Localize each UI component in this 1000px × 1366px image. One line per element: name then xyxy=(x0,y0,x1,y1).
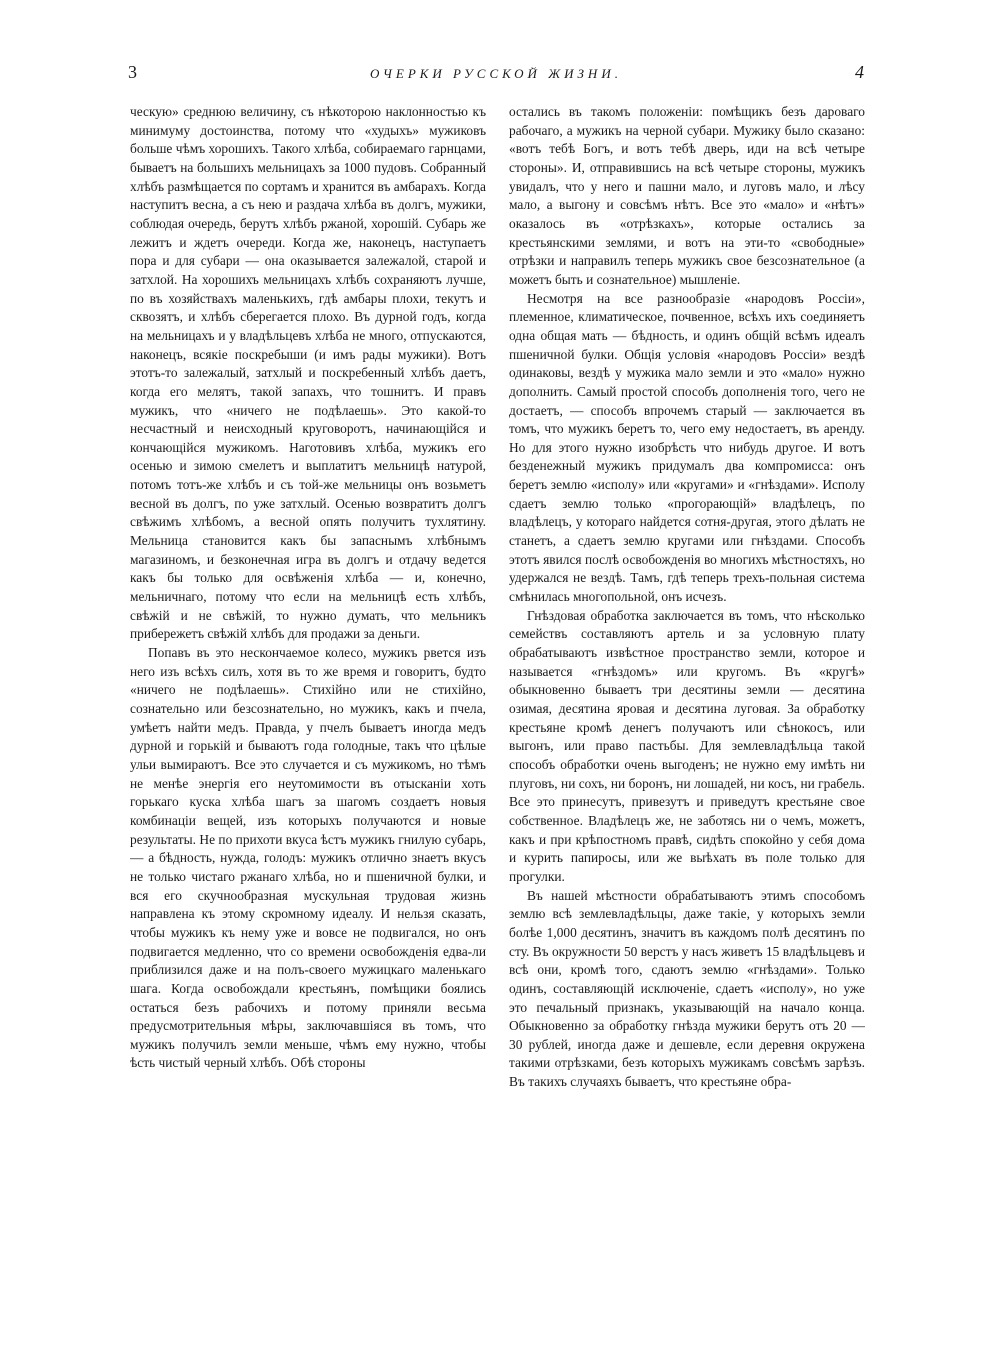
running-header xyxy=(128,62,864,86)
paragraph: Попавъ въ это нескончаемое колесо, мужикъ рвется изъ него изъ всѣхъ силъ, хотя въ то же время и говоритъ, будто «ничего не подѣлаешь». Стихійно или не стихійно, сознательно или безсознательно, но мужикъ, какъ и пчела, умѣетъ найти медъ. Правда, у пчелъ бываетъ иногда медъ дурной и горькій и бываютъ года голодные, такъ что цѣлые ульи вымираютъ. Все это случается и съ мужикомъ, но тѣмъ не менѣе энергія его неутомимости въ отысканіи хоть горькаго куска хлѣба шагъ за шагомъ создаетъ новыя комбинаціи вещей, изъ которыхъ получаются и новые результаты. Не по прихоти вкуса ѣстъ мужикъ гнилую субарь, — а бѣдность, нужда, голодъ: мужикъ отлично знаетъ вкусъ не только чистаго ржанаго хлѣба, но и пшеничной булки, и вся его скучнообразная мускульная трудовая жизнь направлена къ этому скромному идеалу. И нельзя сказать, чтобы мужикъ къ нему уже и вовсе не подвигался, но онъ подвигается медленно, что со времени освобожденія едва-ли приблизился даже и на полъ-своего мужицкаго маленькаго шага. Когда освобождали крестьянъ, помѣщики боялись остаться безъ рабочихъ и потому приняли весьма предусмотрительныя мѣры, заключавшіяся въ томъ, что мужикъ получилъ земли меньше, чѣмъ ему нужно, чтобы ѣсть чистый черный хлѣбъ. Обѣ стороны xyxy=(130,645,486,1071)
right-column xyxy=(509,103,865,1343)
paragraph: Гнѣздовая обработка заключается въ томъ, что нѣсколько семействъ составляютъ артель и за условную плату обрабатываютъ извѣстное пространство земли, которое и называется «гнѣздомъ» или кругомъ. Въ «кругѣ» обыкновенно бываетъ три десятины земли — десятина озимая, десятина яровая и десятина луговая. За обработку крестьяне кромѣ денегъ получаютъ или сѣнокосъ, или выгонъ, или право пастьбы. Для землевладѣльца такой способъ обработки очень выгоденъ; не нужно ему имѣть ни плуговъ, ни сохъ, ни боронъ, ни лошадей, ни косъ, ни грабель. Все это принесутъ, привезутъ и приведутъ крестьяне свое собственное. Владѣлецъ же, не заботясь ни о чемъ, можетъ, какъ и при крѣпостномъ правѣ, сидѣть спокойно у себя дома и курить папиросы, или же выѣхать въ поле только для прогулки. xyxy=(509,607,865,884)
page-number-left: 3 xyxy=(128,62,137,82)
paragraph: Несмотря на все разнообразіе «народовъ Россіи», племенное, климатическое, почвенное, всѣхъ ихъ соединяетъ одна общая мать — бѣдность, и одинъ общій всѣмъ идеалъ пшеничной булки. Общія условія «народовъ Россіи» вездѣ одинаковы, вездѣ у мужика мало земли и это «мало» нужно дополнить. Самый простой способъ дополненія того, чего не достаетъ, — способъ впрочемъ старый — заключается въ томъ, что мужикъ беретъ то, чего ему недостаетъ, въ аренду. Но для этого нужно изобрѣсть что нибудь другое. И вотъ безденежный мужикъ придумалъ два компромисса: онъ беретъ землю «исполу» или «кругами» и «гнѣздами». Исполу сдаетъ землю только «прогорающій» владѣлецъ, по владѣлецъ, у котораго найдется сотня-другая, этого дѣлать не станетъ, а сдаетъ землю кругами или гнѣздами. Способъ этотъ явился послѣ освобожденія во многихъ мѣстностяхъ, но удержался не вездѣ. Тамъ, гдѣ теперь трехъ-польная система смѣнилась многопольной, онъ исчезъ. xyxy=(509,290,865,605)
paragraph: остались въ такомъ положеніи: помѣщикъ безъ дароваго рабочаго, а мужикъ на черной субари. Мужику было сказано: «вотъ тебѣ Богъ, и вотъ тебѣ дверь, иди на всѣ четыре стороны». И, отправившись на всѣ четыре стороны, мужикъ увидалъ, что у него и пашни мало, и луговъ мало, и лѣсу мало, а выгону и совсѣмъ нѣтъ. Все это «мало» и «нѣтъ» оказалось въ «отрѣзкахъ», которые остались за крестьянскими землями, и вотъ на эти-то «свободные» отрѣзки и направилъ теперь мужикъ свое безсознательное (а можетъ быть и сознательное) мышленіе. xyxy=(509,104,865,287)
paragraph: Въ нашей мѣстности обрабатываютъ этимъ способомъ землю всѣ землевладѣльцы, даже такіе, у которыхъ земли болѣе 1,000 десятинъ, значитъ въ каждомъ полѣ десятинъ по сту. Въ окружности 50 верстъ у насъ живетъ 15 владѣльцевъ и всѣ они, кромѣ того, сдаютъ землю «гнѣздами». Только одинъ, составляющій исключеніе, сдаетъ «исполу», но уже это печальный признакъ, указывающій на начало конца. Обыкновенно за обработку гнѣзда мужики берутъ отъ 20 — 30 рублей, иногда даже и дешевле, если деревня окружена такими отрѣзками, безъ которыхъ мужикамъ совсѣмъ зарѣзъ. Въ такихъ случаяхъ бываетъ, что крестьяне обра- xyxy=(509,887,865,1090)
page-number-right: 4 xyxy=(855,62,864,82)
left-column xyxy=(130,103,486,1343)
paragraph: ческую» среднюю величину, съ нѣкоторою наклонностью къ минимуму достоинства, потому что «худыхъ» мужиковъ больше чѣмъ хорошихъ. Такого хлѣба, собираемаго гарнцами, бываетъ на большихъ мельницахъ за 1000 пудовъ. Собранный хлѣбъ размѣщается по сортамъ и хранится въ амбарахъ. Когда наступитъ весна, а съ нею и раздача хлѣба въ долгъ, мужики, соблюдая очередь, берутъ хлѣбъ ржаной, хорошій. Субарь же лежитъ и ждетъ очереди. Когда же, наконецъ, наступаетъ пора и для субари — она оказывается залежалой, старой и затхлой. На хорошихъ мельницахъ хлѣбъ сохраняютъ лучше, по въ хозяйствахъ маленькихъ, гдѣ амбары плохи, текутъ и сквозятъ, и хлѣбъ сберегается плохо. Въ дурной годъ, когда на мельницахъ и у владѣльцевъ хлѣба не много, отпускаются, наконецъ, всякіе поскребыши (и имъ рады мужики). Вотъ этотъ-то залежалый, затхлый и поскребенный хлѣбъ даетъ, когда его мелятъ, такой запахъ, что тошнитъ. И правъ мужикъ, что «ничего не подѣлаешь». Это какой-то несчастный и неисходный круговоротъ, начинающійся и кончающійся мужикомъ. Наготовивъ хлѣба, мужикъ его осенью и зимою смелетъ и выплатитъ мельницѣ натурой, потомъ тотъ-же хлѣбъ и съ той-же мельницы онъ возьметъ весной въ долгъ, по уже затхлый. Осенью возвратитъ долгъ свѣжимъ хлѣбомъ, а весной опять получитъ тухлятину. Мельница становится какъ бы запаснымъ хлѣбнымъ магазиномъ, и безконечная игра въ долгъ и отдачу ведется какъ бы только для освѣженія хлѣба — и, конечно, мельничнаго, потому что если на мельницѣ есть хлѣбъ, свѣжій и не свѣжій, то нужно думать, что мельникъ прибережетъ свѣжій хлѣбъ для продажи за деньги. xyxy=(130,104,486,642)
running-title: ОЧЕРКИ РУССКОЙ ЖИЗНИ. xyxy=(370,66,622,81)
